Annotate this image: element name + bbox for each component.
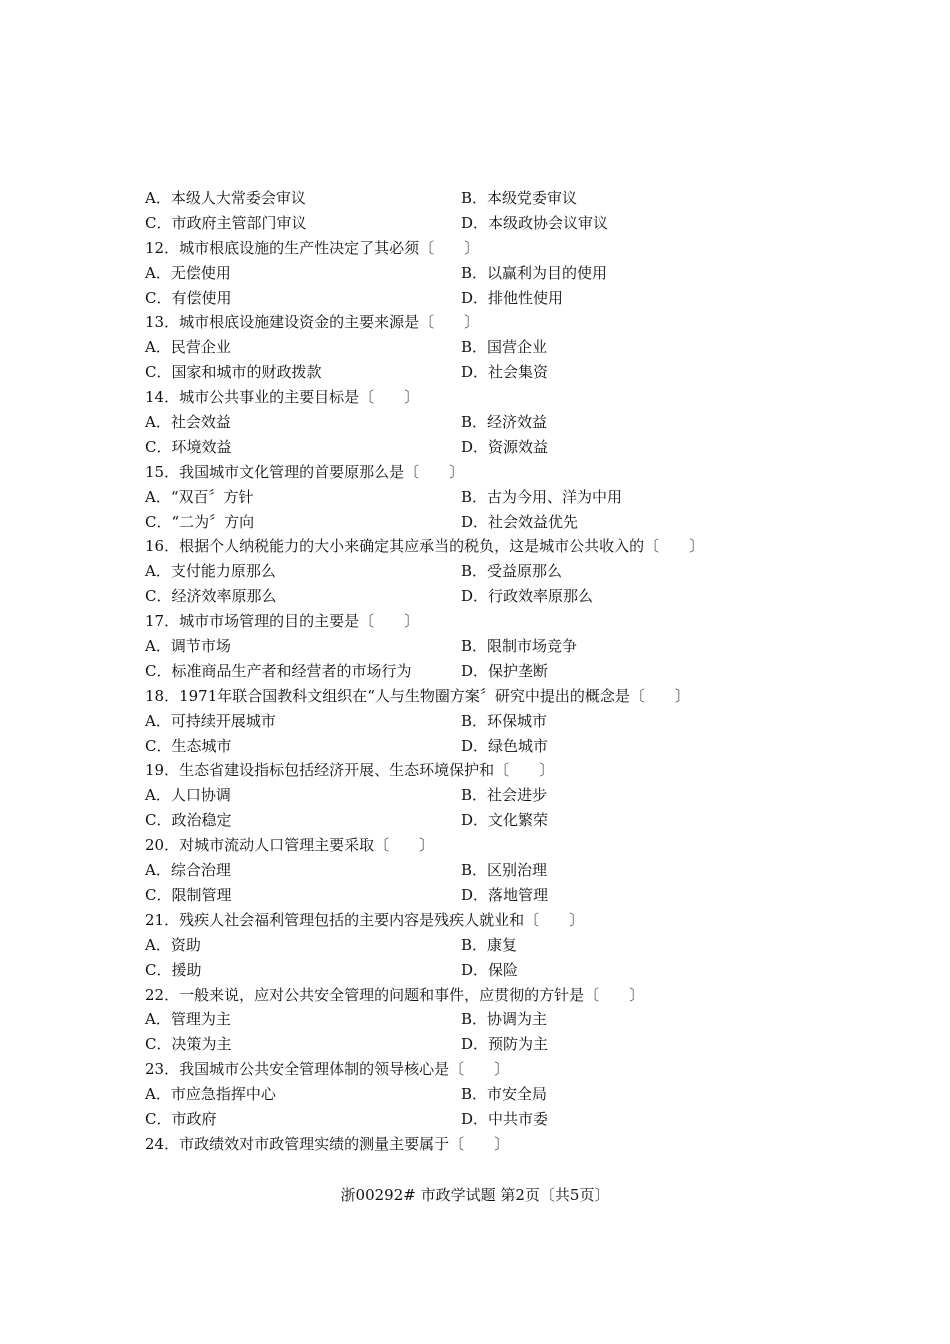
option-row bbox=[145, 186, 825, 211]
question-stem bbox=[145, 310, 825, 335]
option-left: C．限制管理 bbox=[145, 885, 232, 904]
option-left: A．调节市场 bbox=[145, 637, 231, 656]
question-text: 18．1971年联合国教科文组织在“人与生物圈方案〞研究中提出的概念是〔 〕 bbox=[145, 686, 690, 705]
option-left: C．环境效益 bbox=[145, 437, 232, 456]
question-stem bbox=[145, 609, 825, 634]
question-stem bbox=[145, 1057, 825, 1082]
option-row bbox=[145, 360, 825, 385]
question-text: 19．生态省建设指标包括经济开展、生态环境保护和〔 〕 bbox=[145, 761, 555, 780]
option-row bbox=[145, 783, 825, 808]
question-text: 16．根据个人纳税能力的大小来确定其应承当的税负，这是城市公共收入的〔 〕 bbox=[145, 537, 705, 556]
option-right: B．康复 bbox=[461, 935, 518, 954]
question-stem bbox=[145, 983, 825, 1008]
option-row bbox=[145, 1032, 825, 1057]
question-stem bbox=[145, 908, 825, 933]
option-right: B．环保城市 bbox=[461, 711, 548, 730]
option-row bbox=[145, 1107, 825, 1132]
option-left: A．管理为主 bbox=[145, 1010, 231, 1029]
option-left: C．标准商品生产者和经营者的市场行为 bbox=[145, 661, 412, 680]
option-left: A．社会效益 bbox=[145, 413, 231, 432]
option-right: D．资源效益 bbox=[461, 437, 549, 456]
question-text: 21．残疾人社会福利管理包括的主要内容是残疾人就业和〔 〕 bbox=[145, 910, 585, 929]
option-right: B．经济效益 bbox=[461, 413, 548, 432]
question-text: 23．我国城市公共安全管理体制的领导核心是〔 〕 bbox=[145, 1060, 510, 1079]
option-left: C．经济效率原那么 bbox=[145, 587, 277, 606]
option-left: C．政治稳定 bbox=[145, 811, 232, 830]
question-stem bbox=[145, 236, 825, 261]
option-row bbox=[145, 435, 825, 460]
option-left: A．综合治理 bbox=[145, 861, 231, 880]
option-left: A．民营企业 bbox=[145, 338, 231, 357]
option-row bbox=[145, 634, 825, 659]
option-row bbox=[145, 261, 825, 286]
option-row bbox=[145, 958, 825, 983]
page-footer: 浙00292# 市政学试题 第2页〔共5页〕 bbox=[340, 1186, 610, 1204]
option-right: D．文化繁荣 bbox=[461, 811, 549, 830]
option-row bbox=[145, 709, 825, 734]
option-row bbox=[145, 734, 825, 759]
option-left: C．国家和城市的财政拨款 bbox=[145, 363, 322, 382]
option-left: A．资助 bbox=[145, 935, 201, 954]
option-right: D．绿色城市 bbox=[461, 736, 549, 755]
question-stem bbox=[145, 758, 825, 783]
option-row bbox=[145, 410, 825, 435]
option-right: B．以赢利为目的使用 bbox=[461, 263, 608, 282]
question-text: 15．我国城市文化管理的首要原那么是〔 〕 bbox=[145, 462, 465, 481]
option-left: A．市应急指挥中心 bbox=[145, 1085, 276, 1104]
option-right: D．本级政协会议审议 bbox=[461, 213, 609, 232]
option-right: B．区别治理 bbox=[461, 861, 548, 880]
option-row bbox=[145, 559, 825, 584]
option-right: D．排他性使用 bbox=[461, 288, 564, 307]
question-stem bbox=[145, 684, 825, 709]
option-right: B．国营企业 bbox=[461, 338, 548, 357]
option-right: B．古为今用、洋为中用 bbox=[461, 487, 623, 506]
option-left: A．本级人大常委会审议 bbox=[145, 189, 306, 207]
option-right: D．社会集资 bbox=[461, 363, 549, 382]
question-text: 17．城市市场管理的目的主要是〔 〕 bbox=[145, 612, 420, 631]
question-text: 22．一般来说，应对公共安全管理的问题和事件，应贯彻的方针是〔 〕 bbox=[145, 985, 645, 1004]
option-row bbox=[145, 808, 825, 833]
option-left: C．“二为〞方向 bbox=[145, 512, 255, 531]
option-right: B．市安全局 bbox=[461, 1085, 548, 1104]
option-row bbox=[145, 211, 825, 236]
option-right: B．协调为主 bbox=[461, 1010, 548, 1029]
option-right: D．预防为主 bbox=[461, 1035, 549, 1054]
question-text: 24．市政绩效对市政管理实绩的测量主要属于〔 〕 bbox=[145, 1134, 510, 1153]
option-right: B．社会进步 bbox=[461, 786, 548, 805]
option-row bbox=[145, 1082, 825, 1107]
question-text: 14．城市公共事业的主要目标是〔 〕 bbox=[145, 388, 420, 407]
option-row bbox=[145, 883, 825, 908]
question-text: 20．对城市流动人口管理主要采取〔 〕 bbox=[145, 836, 435, 855]
option-right: B．本级党委审议 bbox=[461, 189, 578, 207]
option-right: B．限制市场竞争 bbox=[461, 637, 578, 656]
option-right: D．落地管理 bbox=[461, 885, 549, 904]
question-stem bbox=[145, 385, 825, 410]
option-left: C．决策为主 bbox=[145, 1035, 232, 1054]
option-row bbox=[145, 584, 825, 609]
question-stem bbox=[145, 460, 825, 485]
option-row bbox=[145, 1007, 825, 1032]
option-left: A．可持续开展城市 bbox=[145, 711, 276, 730]
option-left: C．市政府 bbox=[145, 1109, 217, 1128]
option-row bbox=[145, 286, 825, 311]
option-row bbox=[145, 933, 825, 958]
option-left: C．生态城市 bbox=[145, 736, 232, 755]
option-right: D．行政效率原那么 bbox=[461, 587, 594, 606]
question-stem bbox=[145, 1132, 825, 1157]
option-row bbox=[145, 858, 825, 883]
option-right: D．保护垄断 bbox=[461, 661, 549, 680]
option-right: D．社会效益优先 bbox=[461, 512, 579, 531]
option-row bbox=[145, 659, 825, 684]
option-right: D．保险 bbox=[461, 960, 519, 979]
option-left: C．有偿使用 bbox=[145, 288, 232, 307]
option-right: B．受益原那么 bbox=[461, 562, 563, 581]
question-text: 12．城市根底设施的生产性决定了其必须〔 〕 bbox=[145, 238, 480, 257]
option-left: A．支付能力原那么 bbox=[145, 562, 276, 581]
option-left: A．无偿使用 bbox=[145, 263, 231, 282]
option-right: D．中共市委 bbox=[461, 1109, 549, 1128]
exam-content bbox=[145, 186, 825, 1157]
option-left: C．援助 bbox=[145, 960, 202, 979]
option-row bbox=[145, 510, 825, 535]
question-text: 13．城市根底设施建设资金的主要来源是〔 〕 bbox=[145, 313, 480, 332]
option-left: A．“双百〞方针 bbox=[145, 487, 254, 506]
question-stem bbox=[145, 534, 825, 559]
option-row bbox=[145, 335, 825, 360]
question-stem bbox=[145, 833, 825, 858]
option-left: A．人口协调 bbox=[145, 786, 231, 805]
option-left: C．市政府主管部门审议 bbox=[145, 213, 307, 232]
option-row bbox=[145, 485, 825, 510]
